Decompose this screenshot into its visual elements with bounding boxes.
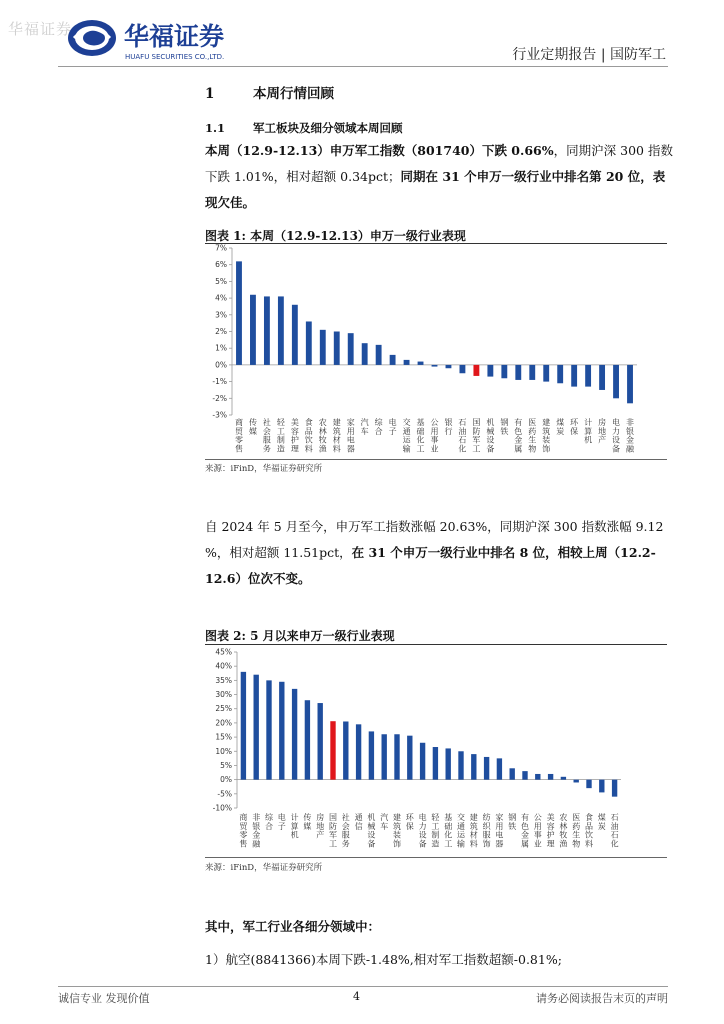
category-label: 综合 [374, 418, 383, 436]
bar [433, 747, 438, 780]
subsection-number: 1.1 [205, 121, 226, 135]
bar [522, 771, 527, 780]
category-label: 建筑装饰 [393, 813, 401, 849]
logo-emblem-icon [68, 20, 116, 56]
category-label: 社会服务 [262, 418, 271, 454]
bar [390, 355, 396, 365]
bar [394, 734, 399, 779]
bar [612, 780, 617, 797]
y-tick-label: -5% [217, 789, 232, 799]
y-tick-label: 3% [215, 310, 227, 320]
bar [236, 261, 242, 365]
category-label: 医药生物 [572, 813, 581, 849]
category-label: 美容护理 [546, 813, 555, 849]
bar [515, 365, 521, 380]
bar [407, 736, 412, 780]
section-number: 1 [205, 86, 215, 102]
bar [529, 365, 535, 380]
category-label: 石油石化 [458, 418, 467, 454]
y-tick-label: 6% [215, 260, 227, 270]
bar [356, 724, 361, 779]
bar [250, 295, 256, 365]
bar [292, 689, 297, 780]
footer-divider [58, 986, 668, 987]
y-tick-label: 4% [215, 293, 227, 303]
category-label: 基础化工 [444, 813, 453, 849]
category-label: 公用事业 [533, 813, 542, 849]
figure2-bottom-rule [205, 857, 667, 858]
bar [432, 365, 438, 367]
category-label: 钢铁 [508, 813, 517, 831]
subsection-title: 军工板块及细分领域本周回顾 [253, 121, 403, 135]
subsection-heading [205, 120, 403, 136]
category-label: 交通运输 [402, 418, 411, 454]
bar [404, 360, 410, 365]
bar [362, 343, 368, 365]
y-tick-label: 45% [215, 647, 232, 657]
bar [318, 703, 323, 780]
bar [330, 721, 335, 779]
category-label: 汽车 [360, 418, 369, 436]
bar [510, 768, 515, 779]
category-label: 传媒 [303, 813, 312, 831]
y-tick-label: 40% [215, 661, 232, 671]
category-label: 环保 [405, 813, 414, 831]
bar [320, 330, 326, 365]
category-label: 纺织服饰 [482, 813, 491, 849]
category-label: 农林牧渔 [318, 418, 327, 454]
y-tick-label: 7% [215, 244, 227, 253]
bar [382, 734, 387, 779]
category-label: 电力设备 [418, 813, 427, 849]
category-label: 银行 [444, 418, 453, 436]
bar [254, 675, 259, 780]
y-tick-label: 25% [215, 704, 232, 714]
bar [334, 332, 340, 365]
bar [278, 296, 284, 364]
y-tick-label: 1% [215, 343, 227, 353]
category-label: 建筑装饰 [542, 418, 551, 454]
bar [613, 365, 619, 398]
bar [459, 365, 465, 373]
page-number: 4 [353, 990, 360, 1003]
category-label: 商贸零售 [239, 813, 248, 849]
bar [497, 758, 502, 779]
bar [599, 780, 604, 793]
y-tick-label: 0% [215, 360, 227, 370]
category-label: 房地产 [316, 813, 325, 840]
bar [376, 345, 382, 365]
category-label: 农林牧渔 [559, 813, 568, 849]
category-label: 社会服务 [341, 813, 350, 849]
category-label: 基础化工 [416, 418, 425, 454]
logo-cn-text: 华福证券 [124, 22, 225, 51]
y-tick-label: 15% [215, 732, 232, 742]
category-label: 煤炭 [556, 418, 565, 436]
category-label: 计算机 [584, 418, 593, 445]
bar [599, 365, 605, 390]
category-label: 综合 [265, 813, 273, 831]
bar [343, 721, 348, 779]
category-label: 环保 [570, 418, 579, 436]
bar [458, 751, 463, 779]
bar [548, 774, 553, 780]
category-label: 轻工制造 [276, 418, 285, 454]
bar [627, 365, 633, 403]
bar [535, 774, 540, 780]
bar [561, 777, 566, 780]
footer-slogan: 诚信专业 发现价值 [58, 992, 150, 1005]
bar [501, 365, 507, 378]
category-label: 建筑材料 [469, 813, 478, 849]
category-label: 美容护理 [290, 418, 299, 454]
figure2-source: 来源：iFinD，华福证券研究所 [205, 863, 323, 873]
category-label: 家用电器 [495, 813, 504, 849]
category-label: 医药生物 [528, 418, 537, 454]
header-divider [58, 66, 668, 67]
category-label: 计算机 [290, 813, 299, 840]
category-label: 电力设备 [612, 418, 621, 454]
paragraph-weekly-summary: 本周（12.9-12.13）申万军工指数（801740）下跌 0.66%，同期沪深 300 指数下跌 1.01%，相对超额 0.34pct；同期在 31 个申万一级行业中排名第 20 位，表现欠佳。 [205, 143, 673, 210]
y-tick-label: 0% [220, 775, 232, 785]
paragraph-aviation: 1）航空(8841366)本周下跌-1.48%,相对军工指数超额-0.81%; [205, 952, 562, 967]
y-tick-label: 20% [215, 718, 232, 728]
category-label: 有色金属 [514, 418, 523, 454]
bar [279, 682, 284, 780]
bar [446, 748, 451, 779]
section-heading [205, 82, 334, 102]
bar [292, 305, 298, 365]
category-label: 钢铁 [500, 418, 509, 436]
category-label: 电子 [277, 813, 286, 831]
bar [306, 321, 312, 364]
watermark: 华福证券 [8, 20, 73, 38]
figure1-bar-chart [205, 244, 667, 458]
category-label: 非银金融 [252, 813, 261, 849]
category-label: 通信 [354, 813, 363, 831]
bar [586, 780, 591, 789]
bar [418, 362, 424, 365]
report-type: 行业定期报告 | 国防军工 [512, 47, 666, 63]
category-label: 机械设备 [486, 418, 495, 454]
category-label: 公用事业 [430, 418, 439, 454]
bar [585, 365, 591, 387]
y-tick-label: 5% [215, 276, 227, 286]
y-tick-label: 2% [215, 327, 227, 336]
category-label: 国防军工 [472, 418, 481, 454]
category-label: 传媒 [248, 418, 257, 436]
category-label: 国防军工 [329, 813, 337, 849]
paragraph-subsector-intro: 其中，军工行业各细分领域中： [205, 919, 381, 934]
bar [241, 672, 246, 780]
y-tick-label: 5% [220, 760, 232, 770]
figure1-source: 来源：iFinD，华福证券研究所 [205, 464, 323, 474]
bar [543, 365, 549, 382]
bar [264, 296, 270, 364]
category-label: 建筑材料 [332, 418, 341, 454]
figure2-bar-chart [205, 645, 667, 857]
bar [369, 731, 374, 779]
y-tick-label: 30% [215, 690, 232, 700]
paragraph-since-may: 自 2024 年 5 月至今，申万军工指数涨幅 20.63%，同期沪深 300 指数涨幅 9.12 %，相对超额 11.51pct，在 31 个申万一级行业中排名 8 位，相较上周（12.2-12.6）位次不变。 [205, 519, 664, 586]
bar [446, 365, 452, 368]
bar [484, 757, 489, 780]
bar [305, 700, 310, 779]
footer-disclaimer: 请务必阅读报告末页的声明 [536, 992, 668, 1005]
y-tick-label: 35% [215, 675, 232, 685]
bar [574, 780, 579, 783]
y-tick-label: -3% [212, 410, 227, 420]
company-logo [66, 14, 266, 64]
bar [420, 743, 425, 780]
bar [487, 365, 493, 377]
y-tick-label: -1% [212, 377, 227, 387]
category-label: 煤炭 [597, 813, 606, 831]
category-label: 电子 [388, 418, 397, 436]
category-label: 食品饮料 [304, 418, 313, 454]
y-tick-label: -2% [212, 393, 227, 403]
figure1-bottom-rule [205, 459, 667, 460]
category-label: 交通运输 [457, 813, 465, 849]
bar [557, 365, 563, 383]
figure2-title: 图表 2: 5 月以来申万一级行业表现 [205, 629, 395, 643]
category-label: 食品饮料 [585, 813, 593, 849]
y-tick-label: 10% [215, 746, 232, 756]
category-label: 非银金融 [626, 418, 635, 454]
y-tick-label: -10% [212, 803, 232, 813]
bar [471, 754, 476, 780]
category-label: 房地产 [598, 418, 607, 445]
bar [571, 365, 577, 387]
category-label: 轻工制造 [431, 813, 440, 849]
figure1-title: 图表 1: 本周（12.9-12.13）申万一级行业表现 [205, 229, 466, 243]
bar [473, 365, 479, 376]
category-label: 机械设备 [367, 813, 376, 849]
logo-en-text: HUAFU SECURITIES CO.,LTD. [125, 53, 225, 61]
section-title: 本周行情回顾 [253, 86, 334, 102]
category-label: 有色金属 [521, 813, 529, 849]
bar [348, 333, 354, 365]
category-label: 家用电器 [346, 418, 355, 454]
category-label: 商贸零售 [234, 418, 243, 454]
category-label: 汽车 [380, 813, 389, 831]
bar [266, 680, 271, 779]
category-label: 石油石化 [610, 813, 619, 849]
